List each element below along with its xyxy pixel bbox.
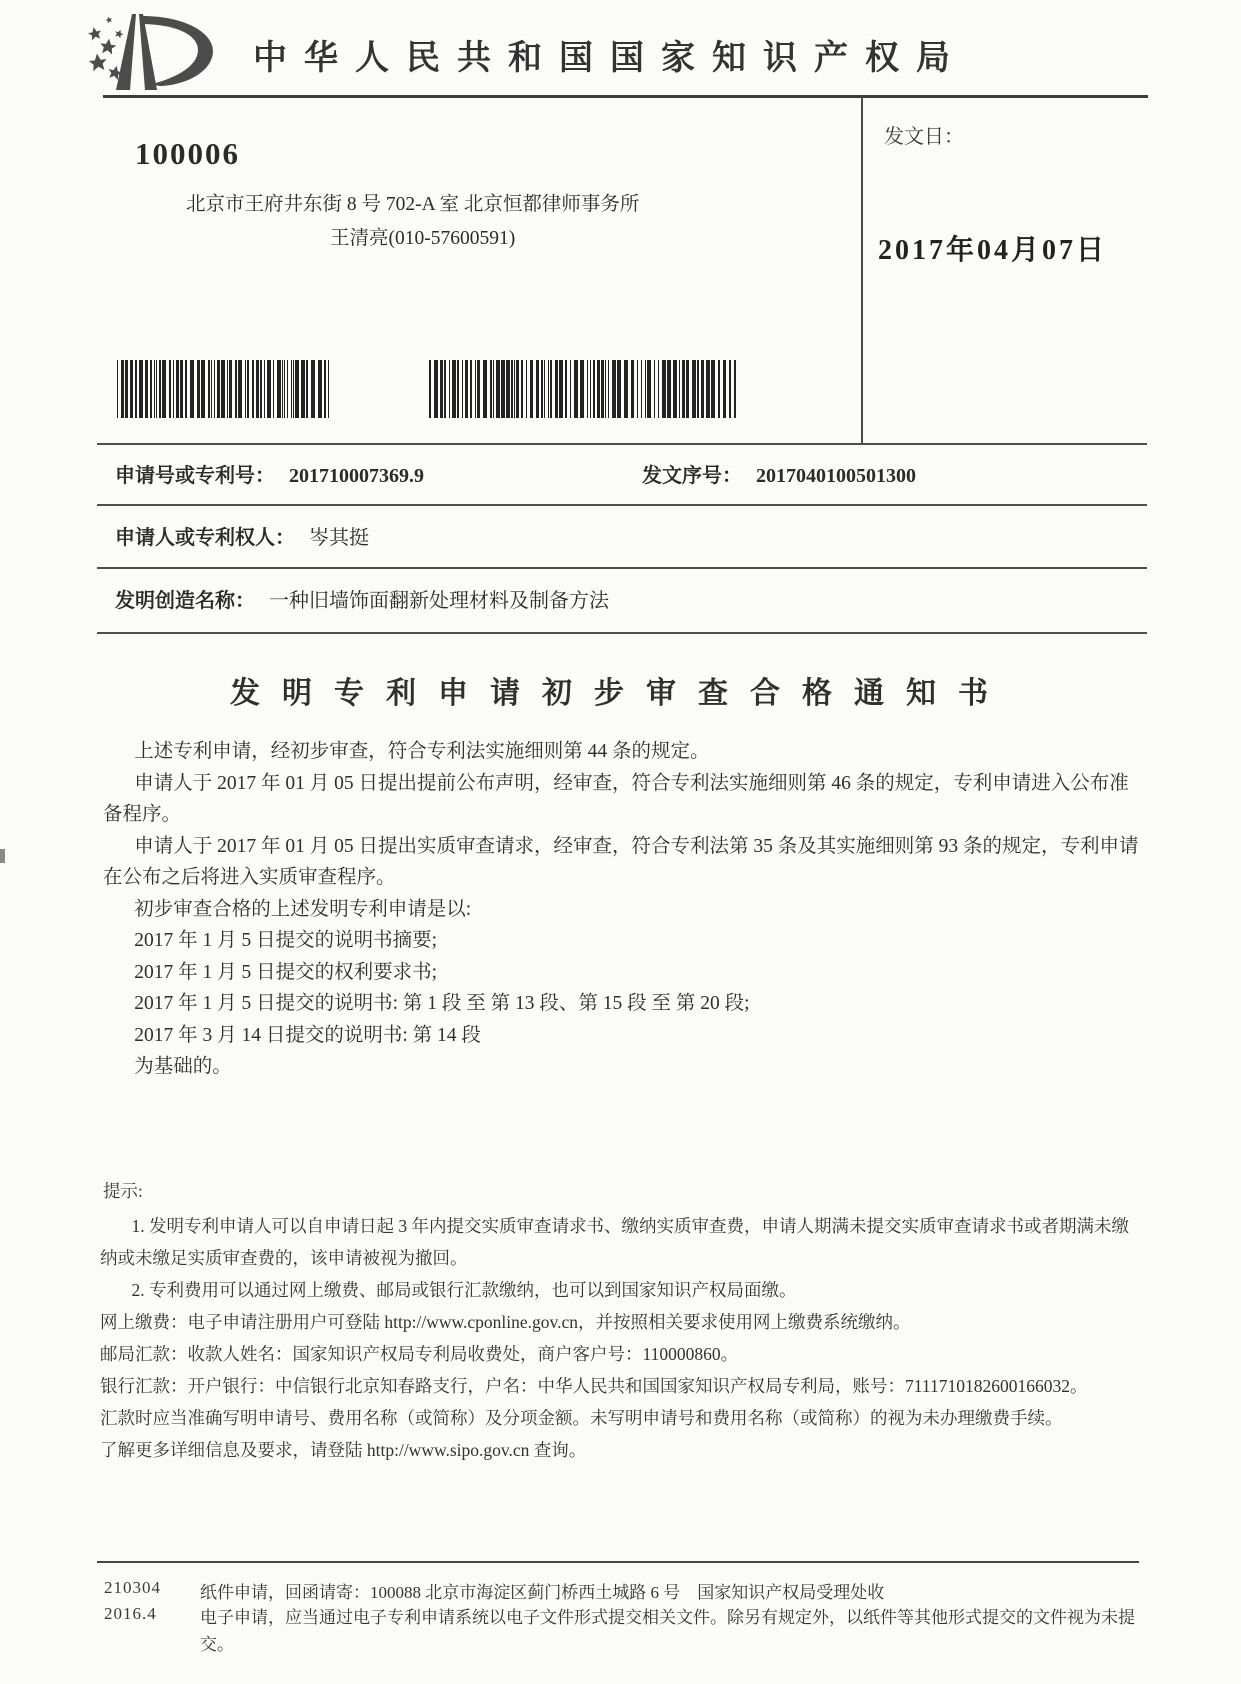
logo-stars	[87, 16, 125, 81]
footer-form-code: 210304	[104, 1578, 161, 1597]
application-number-field	[115, 459, 424, 488]
footer-rule	[97, 1561, 1139, 1563]
footer-efiling-note: 电子申请，应当通过电子专利申请系统以电子文件形式提交相关文件。除另有规定外，以纸件等其他形式提交的文件视为未提交。	[200, 1608, 1135, 1654]
barcode-left	[117, 360, 329, 418]
footer-form-version: 2016.4	[104, 1604, 157, 1623]
logo-tower-left	[116, 14, 136, 90]
serial-number-field	[642, 459, 916, 488]
body-paragraph: 为基础的。	[134, 1056, 232, 1077]
scan-artifact	[0, 849, 5, 863]
rule-above-applicant-row	[97, 504, 1147, 506]
body-paragraph: 申请人于 2017 年 01 月 05 日提出提前公布声明，经审查，符合专利法实施细则第 46 条的规定，专利申请进入公布准备程序。	[103, 772, 1129, 825]
document-title: 发明专利申请初步审查合格通知书	[230, 677, 1010, 710]
body-paragraph: 2017 年 3 月 14 日提交的说明书: 第 14 段	[134, 1024, 481, 1046]
logo-tower-right	[139, 14, 157, 90]
applicant-field	[115, 521, 369, 550]
body-paragraph: 上述专利申请，经初步审查，符合专利法实施细则第 44 条的规定。	[134, 741, 710, 762]
serial-number-value: 2017040100501300	[756, 465, 916, 487]
footer-paper-filing-note: 纸件申请，回函请寄：100088 北京市海淀区蓟门桥西土城路 6 号 国家知识产权局受理处收	[200, 1583, 885, 1602]
rule-above-application-row	[97, 443, 1147, 445]
application-number-label: 申请号或专利号：	[115, 465, 275, 487]
invention-title-field	[115, 584, 609, 613]
body-text	[103, 736, 1139, 1083]
body-paragraph: 2017 年 1 月 5 日提交的说明书: 第 1 段 至 第 13 段、第 15 段 至 第 20 段;	[134, 993, 750, 1014]
header-org-title: 中华人民共和国国家知识产权局	[253, 40, 967, 77]
recipient-address: 北京市王府井东街 8 号 702-A 室 北京恒都律师事务所	[186, 194, 640, 215]
body-paragraph: 申请人于 2017 年 01 月 05 日提出实质审查请求，经审查，符合专利法第 35 条及其实施细则第 93 条的规定，专利申请在公布之后将进入实质审查程序。	[103, 835, 1139, 888]
invention-title-value: 一种旧墙饰面翻新处理材料及制备方法	[269, 590, 609, 612]
dispatch-box-border	[861, 97, 863, 445]
dispatch-date-label: 发文日：	[884, 126, 964, 148]
rule-below-invention-row	[97, 632, 1147, 634]
serial-number-label: 发文序号：	[642, 465, 742, 487]
tip-line: 了解更多详细信息及要求，请登陆 http://www.sipo.gov.cn 查询。	[100, 1440, 587, 1460]
applicant-label: 申请人或专利权人：	[115, 527, 295, 549]
tip-line: 银行汇款：开户银行：中信银行北京知春路支行，户名：中华人民共和国国家知识产权局专利局，账号：7111710182600166032。	[100, 1376, 1088, 1396]
recipient-postcode: 100006	[135, 136, 240, 171]
tip-line: 汇款时应当准确写明申请号、费用名称（或简称）及分项金额。未写明申请号和费用名称（或简称）的视为未办理缴费手续。	[100, 1408, 1063, 1428]
tip-line: 邮局汇款：收款人姓名：国家知识产权局专利局收费处，商户客户号：110000860。	[100, 1344, 739, 1364]
rule-above-invention-row	[97, 567, 1147, 569]
body-paragraph: 2017 年 1 月 5 日提交的说明书摘要;	[134, 930, 437, 951]
body-paragraph: 2017 年 1 月 5 日提交的权利要求书;	[134, 961, 437, 983]
tips-label: 提示:	[103, 1181, 143, 1201]
header-rule	[103, 95, 1148, 98]
applicant-value: 岑其挺	[309, 527, 369, 549]
tips-text	[100, 1210, 1142, 1466]
tip-line: 1. 发明专利申请人可以自申请日起 3 年内提交实质审查请求书、缴纳实质审查费，申请人期满未提交实质审查请求书或者期满未缴纳或未缴足实质审查费的，该申请被视为撤回。	[100, 1216, 1129, 1268]
invention-title-label: 发明创造名称：	[115, 590, 255, 612]
tip-line: 2. 专利费用可以通过网上缴费、邮局或银行汇款缴纳，也可以到国家知识产权局面缴。	[131, 1280, 797, 1300]
sipo-logo-icon	[62, 4, 242, 98]
application-number-value: 201710007369.9	[289, 465, 424, 487]
body-paragraph: 初步审查合格的上述发明专利申请是以:	[134, 898, 472, 920]
barcode-right	[429, 360, 737, 418]
tip-line: 网上缴费：电子申请注册用户可登陆 http://www.cponline.gov.cn，并按照相关要求使用网上缴费系统缴纳。	[100, 1312, 911, 1332]
recipient-contact: 王清亮(010-57600591)	[330, 228, 516, 249]
dispatch-date-value: 2017年04月07日	[878, 235, 1108, 266]
